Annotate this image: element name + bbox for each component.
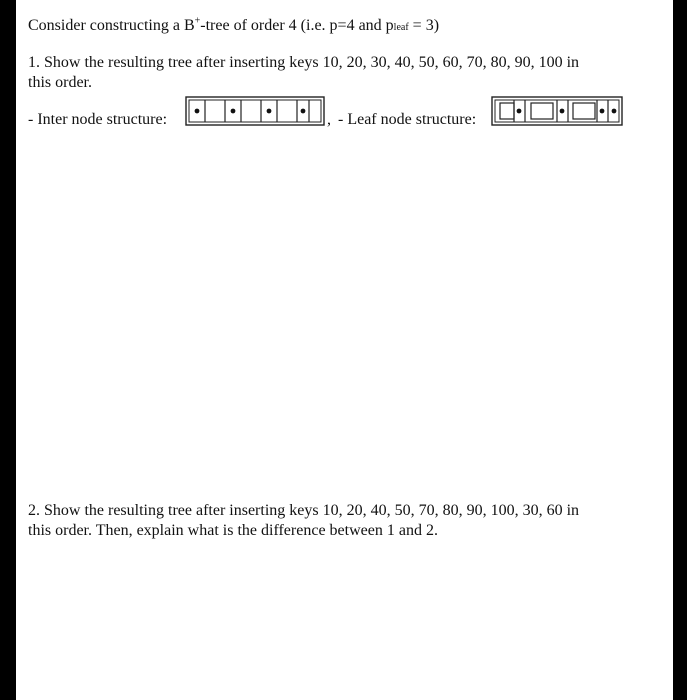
- question-1-line-2: this order.: [28, 74, 92, 91]
- inter-node-pointer-3: [267, 109, 272, 114]
- intro-text: [28, 17, 439, 37]
- document-page: [16, 0, 673, 700]
- leaf-node-next-pointer: [612, 109, 617, 114]
- inter-node-pointer-1: [195, 109, 200, 114]
- leaf-node-pointer-3: [600, 109, 605, 114]
- inter-node-pointer-4: [301, 109, 306, 114]
- inter-node-structure-diagram: [185, 96, 325, 126]
- intro-prefix: Consider constructing a B: [28, 17, 195, 34]
- intro-subscript: leaf: [393, 22, 409, 33]
- inter-node-pointer-2: [231, 109, 236, 114]
- question-2-line-1: 2. Show the resulting tree after inserting keys 10, 20, 40, 50, 70, 80, 90, 100, 30, 60 in: [28, 502, 580, 519]
- intro-suffix: = 3): [408, 17, 440, 34]
- leaf-node-key-box-1: [500, 103, 514, 119]
- inter-node-label: - Inter node structure:: [28, 111, 168, 128]
- structure-separator: ,: [327, 111, 331, 128]
- leaf-node-structure-diagram: [491, 96, 623, 126]
- leaf-node-pointer-1: [517, 109, 522, 114]
- intro-middle: -tree of order 4 (i.e. p=4 and p: [200, 17, 394, 34]
- leaf-node-key-box-3: [573, 103, 595, 119]
- leaf-node-label: - Leaf node structure:: [338, 111, 477, 128]
- leaf-node-pointer-2: [560, 109, 565, 114]
- question-2-line-2: this order. Then, explain what is the difference between 1 and 2.: [28, 522, 438, 539]
- question-1-line-1: 1. Show the resulting tree after inserting keys 10, 20, 30, 40, 50, 60, 70, 80, 90, 100 in: [28, 54, 580, 71]
- leaf-node-key-box-2: [531, 103, 553, 119]
- node-structure-row: [28, 96, 648, 126]
- intro-superscript: +: [194, 15, 201, 27]
